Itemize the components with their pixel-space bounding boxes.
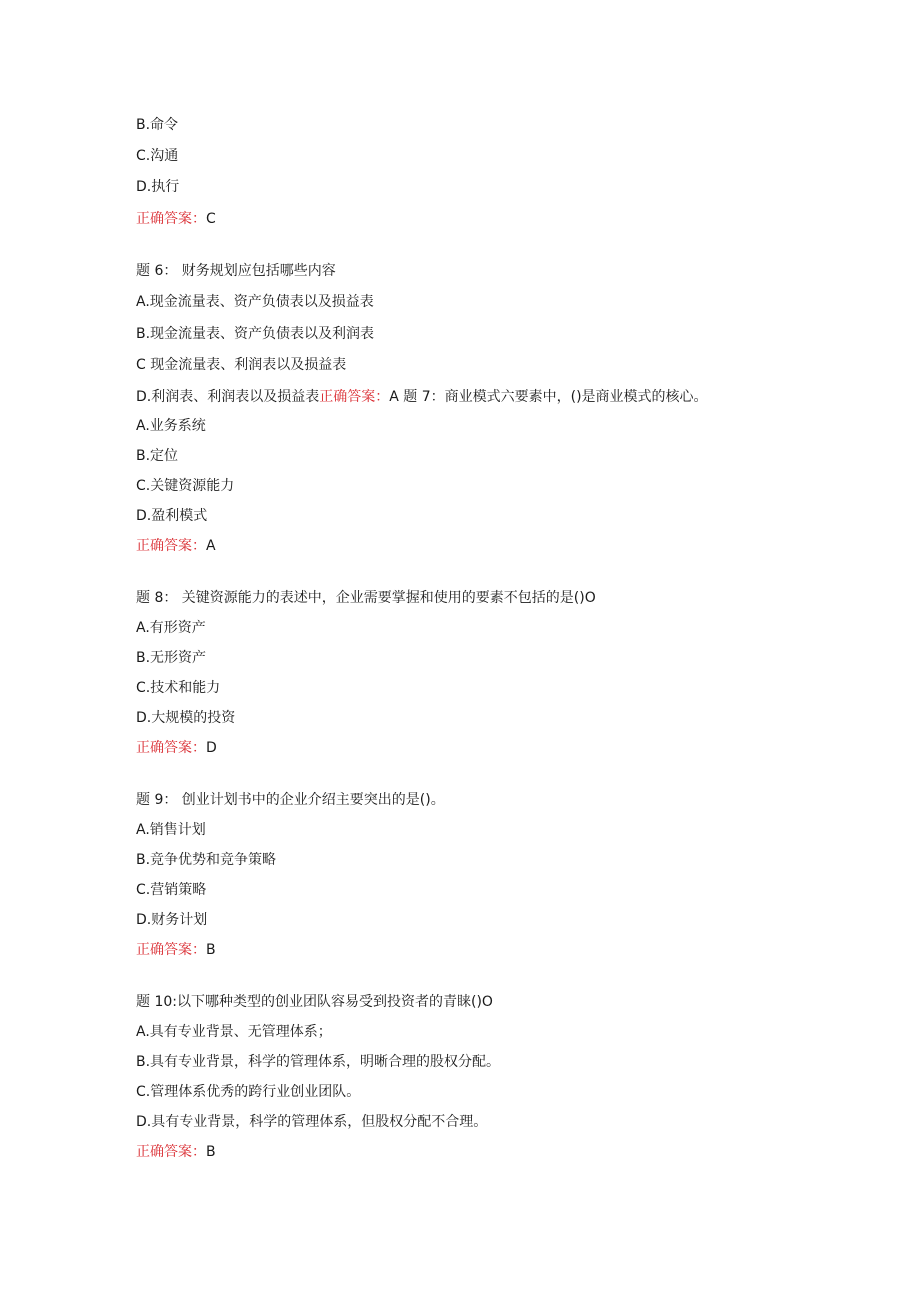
q9-option-a: A.销售计划 [136,822,206,838]
q7-question: 题 7：商业模式六要素中，()是商业模式的核心。 [398,389,708,405]
q9-option-d: D.财务计划 [136,912,208,928]
q10-option-a: A.具有专业背景、无管理体系； [136,1024,332,1040]
q8-option-a: A.有形资产 [136,620,206,636]
q6-option-a: A.现金流量表、资产负债表以及损益表 [136,294,374,310]
q10-answer [136,1143,216,1161]
q10-option-d: D.具有专业背景，科学的管理体系，但股权分配不合理。 [136,1114,488,1130]
q8-option-b: B.无形资产 [136,650,207,666]
q7-option-a: A.业务系统 [136,418,206,434]
q7-answer [136,537,216,555]
q8-answer-label: 正确答案： [136,740,206,756]
q5-option-d: D.执行 [136,179,180,195]
q6-option-c: C 现金流量表、利润表以及损益表 [136,357,347,373]
q6-option-b: B.现金流量表、资产负债表以及利润表 [136,326,375,342]
q6-answer-label: 正确答案： [319,389,390,405]
q7-answer-label: 正确答案： [136,538,206,554]
q5-option-c: C.沟通 [136,148,179,164]
q5-answer-value: C [206,211,216,227]
q9-option-c: C.营销策略 [136,882,207,898]
q6-option-d: D.利润表、利润表以及损益表 [136,389,320,405]
q10-option-b: B.具有专业背景，科学的管理体系，明晰合理的股权分配。 [136,1054,501,1070]
q5-option-b: B.命令 [136,117,179,133]
q8-option-c: C.技术和能力 [136,680,221,696]
q10-answer-label: 正确答案： [136,1144,206,1160]
q9-option-b: B.竞争优势和竞争策略 [136,852,277,868]
q5-answer-label: 正确答案： [136,211,206,227]
q8-option-d: D.大规模的投资 [136,710,236,726]
q6-question: 题 6： 财务规划应包括哪些内容 [136,263,336,279]
q7-option-c: C.关键资源能力 [136,478,235,494]
q10-option-c: C.管理体系优秀的跨行业创业团队。 [136,1084,361,1100]
q7-answer-value: A [206,538,216,554]
q8-answer-value: D [206,740,217,756]
q9-answer-label: 正确答案： [136,942,206,958]
q8-answer [136,739,217,757]
q8-question: 题 8： 关键资源能力的表述中，企业需要掌握和使用的要素不包括的是()O [136,590,596,606]
q7-option-b: B.定位 [136,448,179,464]
q6-answer-value: A [389,389,399,405]
q6-option-d-with-answer [136,388,708,406]
q9-answer-value: B [206,942,216,958]
q10-answer-value: B [206,1144,216,1160]
q10-question: 题 10:以下哪种类型的创业团队容易受到投资者的青睐()O [136,994,493,1010]
q9-answer [136,941,216,959]
q9-question: 题 9： 创业计划书中的企业介绍主要突出的是()。 [136,792,445,808]
q7-option-d: D.盈利模式 [136,508,208,524]
q5-answer [136,210,216,228]
